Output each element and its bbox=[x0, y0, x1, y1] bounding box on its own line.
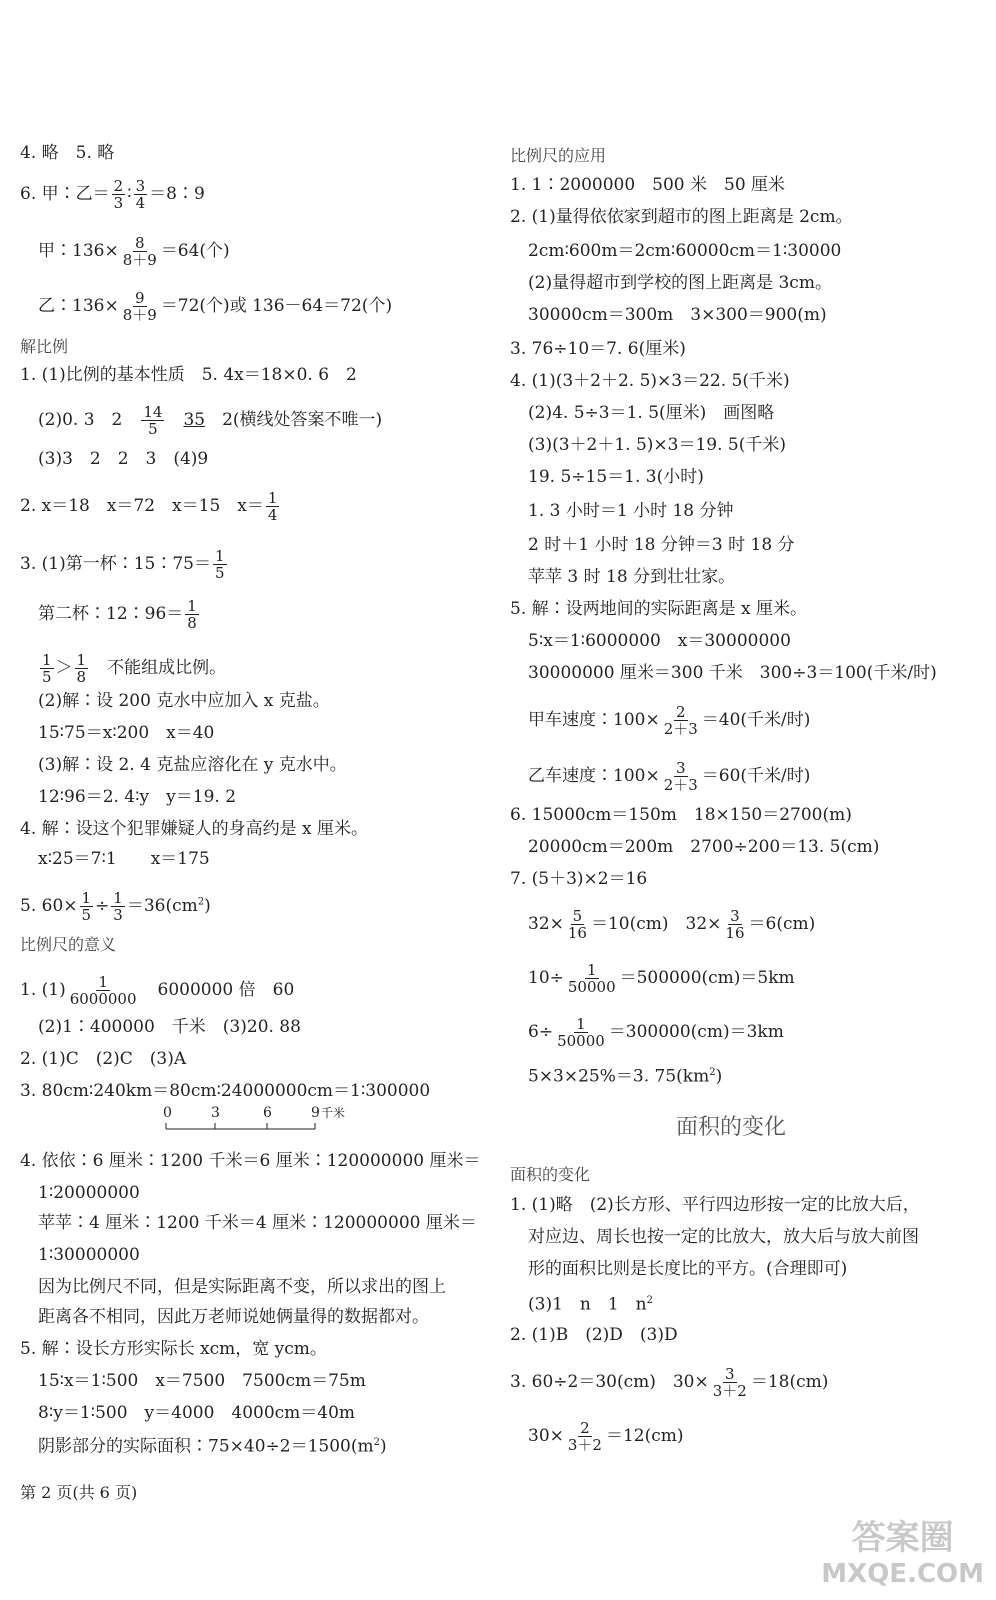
answer-line: 6. 15000cm＝150m 18×150＝2700(m) bbox=[510, 805, 852, 825]
answer-line: 3. (1)第一杯∶15∶75＝ $\frac{1}{5}$ bbox=[20, 547, 225, 582]
answer-line: 6. 甲∶乙＝ $\frac{2}{3}$ ∶ $\frac{3}{4}$ ＝8∶9 bbox=[20, 177, 205, 212]
scale-label: 0 bbox=[163, 1105, 172, 1121]
answer-line: (2)解∶设 200 克水中应加入 x 克盐。 bbox=[38, 691, 330, 711]
answer-line: 1∶20000000 bbox=[38, 1183, 140, 1203]
answer-line: 12∶96＝2. 4∶y y＝19. 2 bbox=[38, 787, 237, 807]
answer-line: 3. 60÷2＝30(cm) 30× $\frac{3}{3+2}$ ＝18(cm) bbox=[510, 1365, 829, 1400]
answer-line: 5. 解∶设长方形实际长 xcm，宽 ycm。 bbox=[20, 1339, 327, 1359]
answer-line: 7. (5＋3)×2＝16 bbox=[510, 869, 648, 889]
answer-line: 1. 1∶2000000 500 米 50 厘米 bbox=[510, 175, 786, 195]
answer-line: 因为比例尺不同，但是实际距离不变，所以求出的图上 bbox=[38, 1277, 446, 1297]
scale-bar bbox=[163, 1105, 346, 1135]
answer-line: 15∶x＝1∶500 x＝7500 7500cm＝75m bbox=[38, 1371, 366, 1391]
answer-line: 1. (1)略 (2)长方形、平行四边形按一定的比放大后， bbox=[510, 1195, 920, 1215]
page-footer: 第 2 页(共 6 页) bbox=[20, 1483, 138, 1502]
answer-line: (2)量得超市到学校的图上距离是 3cm。 bbox=[528, 273, 832, 293]
answer-line: 4. (1)(3＋2＋2. 5)×3＝22. 5(千米) bbox=[510, 371, 790, 391]
answer-line: x∶25＝7∶1 x＝175 bbox=[38, 849, 210, 869]
answer-line: 苹苹 3 时 18 分到壮壮家。 bbox=[528, 567, 736, 587]
answer-line: 3. 76÷10＝7. 6(厘米) bbox=[510, 339, 686, 359]
scale-label: 3 bbox=[211, 1105, 220, 1121]
answer-line: 5∶x＝1∶6000000 x＝30000000 bbox=[528, 631, 791, 651]
answer-line: 30000cm＝300m 3×300＝900(m) bbox=[528, 305, 827, 325]
answer-line: 苹苹∶4 厘米∶1200 千米＝4 厘米∶120000000 厘米＝ bbox=[38, 1213, 477, 1233]
answer-line: 30× $\frac{2}{3+2}$ ＝12(cm) bbox=[528, 1419, 684, 1454]
answer-line: (2)1∶400000 千米 (3)20. 88 bbox=[38, 1017, 301, 1037]
section-heading: 面积的变化 bbox=[510, 1165, 591, 1184]
answer-line: 30000000 厘米＝300 千米 300÷3＝100(千米/时) bbox=[528, 663, 937, 683]
section-heading: 比例尺的意义 bbox=[20, 935, 117, 954]
answer-line: 距离各不相同，因此万老师说她俩量得的数据都对。 bbox=[38, 1307, 429, 1327]
answer-line: 6÷ $\frac{1}{50000}$ ＝300000(cm)＝3km bbox=[528, 1015, 784, 1050]
answer-line: 1. 3 小时＝1 小时 18 分钟 bbox=[528, 501, 734, 521]
answer-line: 2cm∶600m＝2cm∶60000cm＝1∶30000 bbox=[528, 241, 842, 261]
section-heading: 比例尺的应用 bbox=[510, 146, 607, 165]
answer-line: 2. (1)量得依依家到超市的图上距离是 2cm。 bbox=[510, 207, 853, 227]
watermark-logo: 答案圈 MXQE.COM bbox=[821, 1518, 984, 1589]
answer-line: (3)3 2 2 3 (4)9 bbox=[38, 449, 209, 469]
answer-line: 5. 解∶设两地间的实际距离是 x 厘米。 bbox=[510, 599, 808, 619]
answer-line: 乙车速度∶100× $\frac{3}{2+3}$ ＝60(千米/时) bbox=[528, 759, 811, 794]
answer-line: 形的面积比则是长度比的平方。(合理即可) bbox=[528, 1259, 848, 1279]
scale-label: 9 bbox=[311, 1105, 320, 1121]
answer-line: 第二杯∶12∶96＝ $\frac{1}{8}$ bbox=[38, 597, 197, 632]
answer-line: (3)(3＋2＋1. 5)×3＝19. 5(千米) bbox=[528, 435, 786, 455]
answer-line: 3. 80cm∶240km＝80cm∶24000000cm＝1∶300000 bbox=[20, 1081, 431, 1101]
answer-line: 对应边、周长也按一定的比放大，放大后与放大前图 bbox=[528, 1227, 919, 1247]
answer-line: 1. (1)比例的基本性质 5. 4x＝18×0. 6 2 bbox=[20, 365, 357, 385]
answer-line: 甲车速度∶100× $\frac{2}{2+3}$ ＝40(千米/时) bbox=[528, 703, 811, 738]
answer-line: 5×3×25%＝3. $75(km^2)$ bbox=[528, 1066, 723, 1087]
answer-line: 4. 略 5. 略 bbox=[20, 143, 115, 163]
scale-label: 6 bbox=[263, 1105, 272, 1121]
scale-unit: 千米 bbox=[321, 1106, 346, 1120]
answer-line: (2)0. 3 2 $\frac{14}{5}$ 35 2(横线处答案不唯一) bbox=[38, 403, 383, 438]
answer-line: 阴影部分的实际面积$∶75\times 40\div 2=1500(m^2)$ bbox=[38, 1436, 387, 1457]
section-heading: 解比例 bbox=[20, 337, 69, 356]
answer-line: 4. 依依∶6 厘米∶1200 千米＝6 厘米∶120000000 厘米＝ bbox=[20, 1151, 481, 1171]
answer-line: 2 时＋1 小时 18 分钟＝3 时 18 分 bbox=[528, 535, 795, 555]
answer-line: (3)1 n 1 $n^2$ bbox=[528, 1294, 653, 1315]
answer-line: 5. 60× $\frac{1}{5}$ ÷ $\frac{1}{3}$ $=36(cm^2)$ bbox=[20, 889, 211, 924]
answer-line: (3)解∶设 2. 4 克盐应溶化在 y 克水中。 bbox=[38, 755, 347, 775]
answer-line: 19. 5÷15＝1. 3(小时) bbox=[528, 467, 704, 487]
answer-line: 10÷ $\frac{1}{50000}$ ＝500000(cm)＝5km bbox=[528, 961, 795, 996]
answer-line: 15∶75＝x∶200 x＝40 bbox=[38, 723, 215, 743]
answer-line: 8∶y＝1∶500 y＝4000 4000cm＝40m bbox=[38, 1403, 356, 1423]
answer-line: 乙∶136× $\frac{9}{8+9}$ ＝72(个)或 136－64＝72(个) bbox=[38, 289, 393, 324]
answer-line: 4. 解∶设这个犯罪嫌疑人的身高约是 x 厘米。 bbox=[20, 819, 369, 839]
answer-line: 1. (1) $\frac{1}{6000000}$ 6000000 倍 60 bbox=[20, 973, 295, 1008]
answer-line: 2. x＝18 x＝72 x＝15 x＝ $\frac{1}{4}$ bbox=[20, 489, 278, 524]
answer-line: 1∶30000000 bbox=[38, 1245, 140, 1265]
answer-line: 2. (1)B (2)D (3)D bbox=[510, 1325, 678, 1345]
answer-line: 32× $\frac{5}{16}$ ＝10(cm) 32× $\frac{3}{16}$ ＝6(cm) bbox=[528, 907, 816, 942]
chapter-title: 面积的变化 bbox=[676, 1115, 787, 1140]
answer-line: (2)4. 5÷3＝1. 5(厘米) 画图略 bbox=[528, 403, 775, 423]
answer-line: $\frac{1}{5}$ ＞ $\frac{1}{8}$ 不能组成比例。 bbox=[42, 651, 227, 686]
answer-line: 2. (1)C (2)C (3)A bbox=[20, 1049, 187, 1069]
answer-line: 甲∶136× $\frac{8}{8+9}$ ＝64(个) bbox=[38, 234, 230, 269]
answer-line: 20000cm＝200m 2700÷200＝13. 5(cm) bbox=[528, 837, 880, 857]
